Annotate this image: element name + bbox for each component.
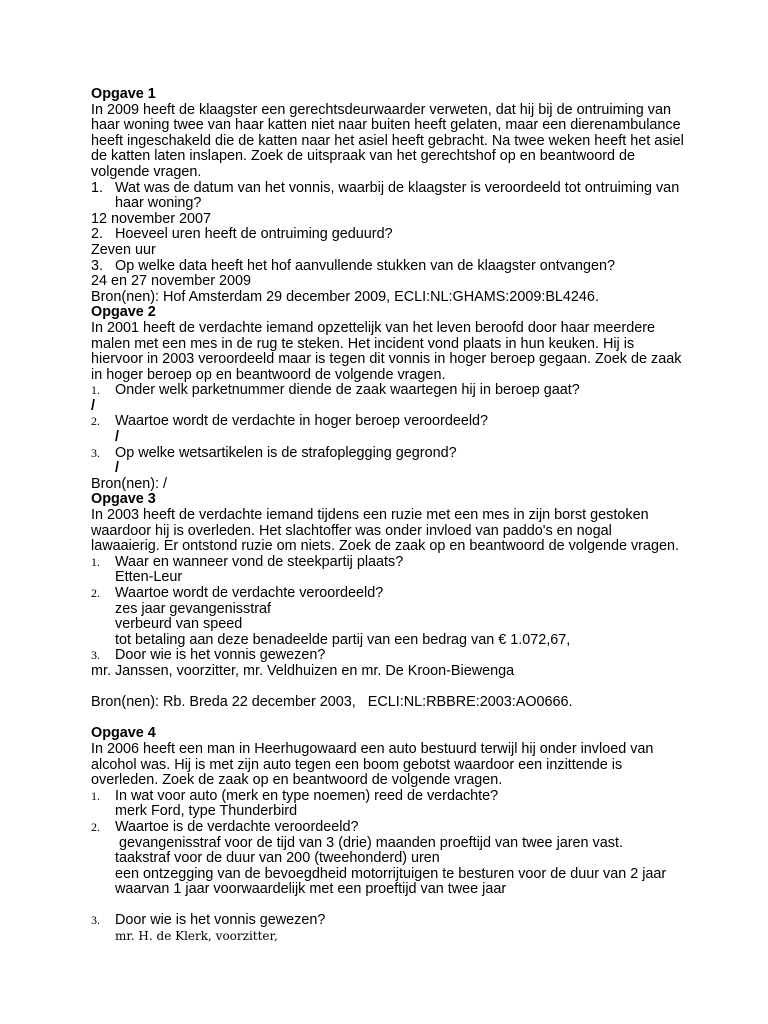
opgave-1-answer-1: 12 november 2007 — [91, 210, 212, 227]
opgave-3-intro-line: waardoor hij is overleden. Het slachtoffer was onder invloed van paddo's en nogal — [91, 522, 612, 539]
opgave-1 — [91, 87, 691, 305]
opgave-2-intro-line: malen met een mes in de rug te steken. Het incident vond plaats in hun keuken. Hij is — [91, 335, 635, 352]
opgave-3-answer-2-line: tot betaling aan deze benadeelde partij van een bedrag van € 1.072,67, — [115, 631, 571, 648]
opgave-3-intro-line: lawaaierig. Er ontstond ruzie om niets. Zoek de zaak op en beantwoord de volgende vragen. — [91, 538, 679, 555]
opgave-2-intro-line: In 2001 heeft de verdachte iemand opzettelijk van het leven beroofd door haar meerdere — [91, 319, 656, 336]
opgave-3 — [91, 492, 691, 726]
opgave-4-answer-2-line: taakstraf voor de duur van 200 (tweehonderd) uren — [115, 850, 440, 867]
spacer — [91, 898, 691, 914]
question-text: Waartoe wordt de verdachte in hoger beroep veroordeeld? — [115, 413, 489, 430]
opgave-1-question-3 — [91, 259, 691, 275]
opgave-4-answer-1: merk Ford, type Thunderbird — [115, 803, 298, 820]
opgave-4-answer-2-line: een ontzegging van de bevoegdheid motorrijtuigen te besturen voor de duur van 2 jaar — [115, 865, 667, 882]
question-text: Op welke wetsartikelen is de strafoplegging gegrond? — [115, 444, 457, 461]
opgave-1-intro-line: heeft ingeschakeld die de katten naar het asiel heeft gebracht. Na twee weken heeft het asiel — [91, 132, 684, 149]
opgave-4-intro-line: overleden. Zoek de zaak op en beantwoord de volgende vragen. — [91, 772, 503, 789]
opgave-4 — [91, 726, 691, 944]
opgave-2-question-1 — [91, 383, 691, 399]
question-text: Onder welk parketnummer diende de zaak waartegen hij in beroep gaat? — [115, 382, 580, 399]
question-text: Waartoe wordt de verdachte veroordeeld? — [115, 585, 384, 601]
question-number: 3. — [91, 445, 100, 460]
question-number: 1. — [91, 383, 100, 398]
opgave-2-question-2 — [91, 414, 691, 430]
opgave-4-intro-line: alcohol was. Hij is met zijn auto tegen een boom gebotst waardoor een inzittende is — [91, 756, 623, 773]
opgave-2-answer-1: / — [91, 397, 95, 414]
opgave-2-answer-3: / — [115, 460, 119, 477]
document — [91, 87, 691, 945]
opgave-2-intro-line: hiervoor in 2003 veroordeeld maar is tegen dit vonnis in hoger beroep gegaan. Zoek de zaak — [91, 351, 682, 368]
opgave-3-source: Bron(nen): Rb. Breda 22 december 2003, ECLI:NL:RBBRE:2003:AO0666. — [91, 694, 573, 711]
opgave-1-question-1-cont: haar woning? — [115, 195, 202, 212]
opgave-4-title: Opgave 4 — [91, 725, 156, 742]
opgave-1-title: Opgave 1 — [91, 86, 156, 102]
opgave-3-answer-2-line: verbeurd van speed — [115, 616, 243, 633]
question-text: Door wie is het vonnis gewezen? — [115, 912, 326, 929]
opgave-1-question-2 — [91, 227, 691, 243]
question-text: Hoeveel uren heeft de ontruiming geduurd? — [115, 226, 393, 243]
question-text: Op welke data heeft het hof aanvullende stukken van de klaagster ontvangen? — [115, 257, 616, 274]
opgave-2-title: Opgave 2 — [91, 304, 156, 321]
opgave-3-intro-line: In 2003 heeft de verdachte iemand tijdens een ruzie met een mes in zijn borst gestoken — [91, 507, 649, 524]
opgave-1-question-1 — [91, 181, 691, 197]
opgave-3-answer-3: mr. Janssen, voorzitter, mr. Veldhuizen en mr. De Kroon-Biewenga — [91, 662, 515, 679]
opgave-4-question-3 — [91, 913, 691, 929]
opgave-1-intro-line: volgende vragen. — [91, 163, 202, 180]
question-number: 2. — [91, 586, 100, 600]
opgave-4-answer-2-line: waarvan 1 jaar voorwaardelijk met een proeftijd van twee jaar — [115, 881, 507, 898]
opgave-4-answer-2-line: gevangenisstraf voor de tijd van 3 (drie) maanden proeftijd van twee jaren vast. — [115, 834, 623, 851]
opgave-2 — [91, 305, 691, 492]
question-text: Wat was de datum van het vonnis, waarbij de klaagster is veroordeeld tot ontruiming van — [115, 179, 680, 196]
opgave-4-answer-3: mr. H. de Klerk, voorzitter, — [115, 929, 278, 944]
spacer — [91, 680, 691, 696]
opgave-1-source: Bron(nen): Hof Amsterdam 29 december 2009, ECLI:NL:GHAMS:2009:BL4246. — [91, 288, 599, 305]
question-text: Waar en wanneer vond de steekpartij plaats? — [115, 553, 404, 570]
opgave-1-intro-line: haar woning twee van haar katten niet naar buiten heeft gelaten, maar een dierenambulance — [91, 117, 681, 134]
opgave-2-source: Bron(nen): / — [91, 475, 167, 492]
opgave-3-answer-2-line: zes jaar gevangenisstraf — [115, 600, 271, 617]
opgave-2-answer-2: / — [115, 429, 119, 446]
question-number: 1. — [91, 554, 100, 569]
question-number: 3. — [91, 257, 104, 274]
question-number: 1. — [91, 788, 100, 803]
opgave-3-title: Opgave 3 — [91, 491, 156, 508]
question-text: Waartoe is de verdachte veroordeeld? — [115, 818, 359, 835]
opgave-1-answer-2: Zeven uur — [91, 241, 156, 258]
question-number: 2. — [91, 226, 104, 243]
opgave-2-intro-line: in hoger beroep op en beantwoord de volgende vragen. — [91, 366, 446, 383]
opgave-3-question-3 — [91, 648, 691, 664]
opgave-4-question-2 — [91, 820, 691, 836]
question-number: 1. — [91, 179, 104, 196]
opgave-3-answer-1: Etten-Leur — [115, 569, 183, 586]
opgave-4-intro-line: In 2006 heeft een man in Heerhugowaard een auto bestuurd terwijl hij onder invloed van — [91, 740, 654, 757]
opgave-2-question-3 — [91, 446, 691, 462]
opgave-3-question-1 — [91, 555, 691, 571]
opgave-3-question-2 — [91, 586, 691, 602]
opgave-4-question-1 — [91, 789, 691, 805]
opgave-1-intro-line: de katten laten inslapen. Zoek de uitspraak van het gerechtshof op en beantwoord de — [91, 148, 636, 165]
question-text: Door wie is het vonnis gewezen? — [115, 647, 326, 664]
opgave-1-intro-line: In 2009 heeft de klaagster een gerechtsdeurwaarder verweten, dat hij bij de ontruiming van — [91, 101, 671, 118]
question-number: 2. — [91, 819, 100, 834]
question-text: In wat voor auto (merk en type noemen) reed de verdachte? — [115, 787, 499, 804]
question-number: 3. — [91, 648, 100, 663]
opgave-1-answer-3: 24 en 27 november 2009 — [91, 273, 252, 290]
question-number: 2. — [91, 414, 100, 429]
question-number: 3. — [91, 913, 100, 928]
spacer — [91, 711, 691, 727]
